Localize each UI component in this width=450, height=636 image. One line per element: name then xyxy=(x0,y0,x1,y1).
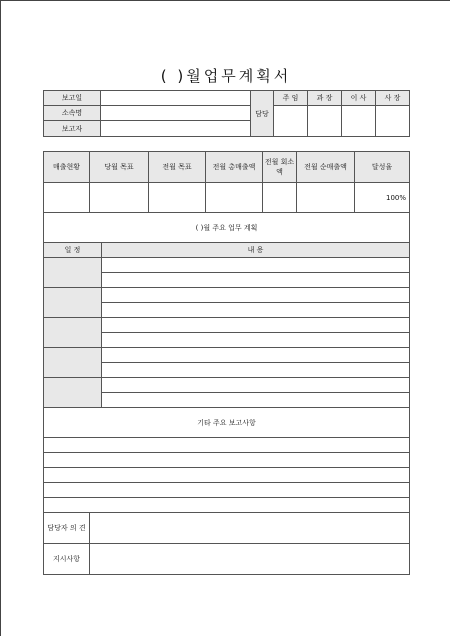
approver-1-label: 주 임 xyxy=(274,91,308,106)
approver-2-label: 과 장 xyxy=(308,91,342,106)
other-row[interactable] xyxy=(44,483,410,498)
approver-3-sign[interactable] xyxy=(342,106,376,137)
approver-1-sign[interactable] xyxy=(274,106,308,137)
prev-return-header: 전월 회소액 xyxy=(263,152,297,183)
schedule-cell-5[interactable] xyxy=(44,378,102,408)
other-row[interactable] xyxy=(44,468,410,483)
approval-label: 담당 xyxy=(251,91,274,137)
prev-total-sales-header: 전월 총매출액 xyxy=(206,152,263,183)
content-row[interactable] xyxy=(102,348,410,363)
other-section-title: 기타 주요 보고사항 xyxy=(44,408,410,438)
achievement-header: 달성율 xyxy=(355,152,410,183)
schedule-cell-2[interactable] xyxy=(44,288,102,318)
other-row[interactable] xyxy=(44,453,410,468)
department-label: 소속명 xyxy=(44,106,101,121)
prev-return-value[interactable] xyxy=(263,183,297,213)
approver-3-label: 이 사 xyxy=(342,91,376,106)
instructions-field[interactable] xyxy=(90,544,410,575)
content-row[interactable] xyxy=(102,303,410,318)
prev-net-sales-value[interactable] xyxy=(297,183,355,213)
schedule-cell-3[interactable] xyxy=(44,318,102,348)
content-row[interactable] xyxy=(102,378,410,393)
other-row[interactable] xyxy=(44,498,410,513)
approver-4-sign[interactable] xyxy=(376,106,410,137)
manager-opinion-label: 담당자 의 견 xyxy=(44,513,90,544)
header-table xyxy=(43,90,410,137)
other-row[interactable] xyxy=(44,438,410,453)
approver-2-sign[interactable] xyxy=(308,106,342,137)
report-date-field[interactable] xyxy=(101,91,251,106)
schedule-header: 일 정 xyxy=(44,243,102,258)
current-target-header: 당월 목표 xyxy=(90,152,149,183)
reporter-label: 보고자 xyxy=(44,121,101,137)
prev-total-sales-value[interactable] xyxy=(206,183,263,213)
plan-section-title: ( )월 주요 업무 계획 xyxy=(44,213,410,243)
sales-status-value[interactable] xyxy=(44,183,90,213)
main-table xyxy=(43,151,410,575)
content-row[interactable] xyxy=(102,258,410,273)
reporter-field[interactable] xyxy=(101,121,251,137)
content-row[interactable] xyxy=(102,273,410,288)
achievement-value[interactable]: 100% xyxy=(355,183,410,213)
approver-4-label: 사 장 xyxy=(376,91,410,106)
manager-opinion-field[interactable] xyxy=(90,513,410,544)
content-header: 내 용 xyxy=(102,243,410,258)
content-row[interactable] xyxy=(102,318,410,333)
current-target-value[interactable] xyxy=(90,183,149,213)
prev-target-header: 전월 목표 xyxy=(149,152,206,183)
report-date-label: 보고일 xyxy=(44,91,101,106)
content-row[interactable] xyxy=(102,363,410,378)
content-row[interactable] xyxy=(102,333,410,348)
schedule-cell-4[interactable] xyxy=(44,348,102,378)
schedule-cell-1[interactable] xyxy=(44,258,102,288)
instructions-label: 지시사항 xyxy=(44,544,90,575)
sales-status-header: 매출현황 xyxy=(44,152,90,183)
document-title: ( )월업무계획서 xyxy=(160,67,292,85)
content-row[interactable] xyxy=(102,393,410,408)
content-row[interactable] xyxy=(102,288,410,303)
prev-net-sales-header: 전월 순매출액 xyxy=(297,152,355,183)
prev-target-value[interactable] xyxy=(149,183,206,213)
department-field[interactable] xyxy=(101,106,251,121)
